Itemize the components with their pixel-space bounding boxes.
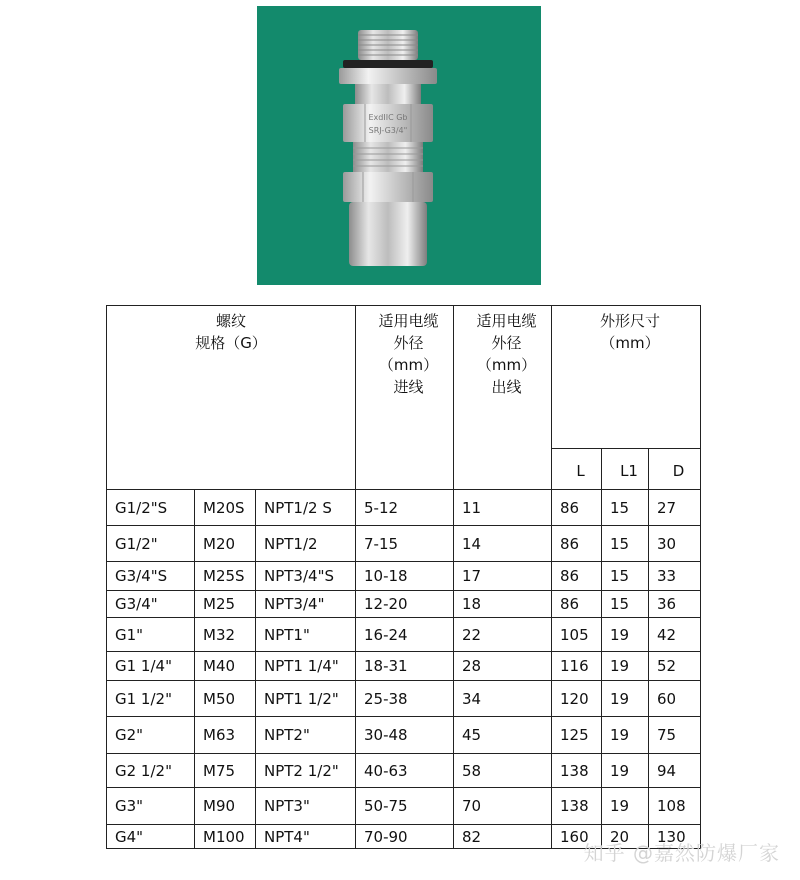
cell-npt: NPT1 1/4": [256, 652, 356, 681]
cell-npt: NPT2 1/2": [256, 754, 356, 788]
cell-in: 10-18: [356, 562, 454, 591]
cell-npt: NPT1/2 S: [256, 490, 356, 526]
cell-g: G3": [107, 788, 195, 825]
watermark: 知乎 @嘉然防爆厂家: [583, 841, 780, 865]
cell-out: 34: [454, 681, 552, 717]
cell-l1: 15: [602, 591, 649, 618]
cell-out: 58: [454, 754, 552, 788]
cell-npt: NPT3/4"S: [256, 562, 356, 591]
cell-m: M25: [195, 591, 256, 618]
cell-g: G1 1/2": [107, 681, 195, 717]
cable-gland-illustration: [257, 6, 541, 285]
cell-l: 138: [552, 754, 602, 788]
cell-out: 82: [454, 825, 552, 849]
cell-l: 86: [552, 562, 602, 591]
cell-l1: 15: [602, 526, 649, 562]
cell-l1: 15: [602, 490, 649, 526]
cell-l: 86: [552, 490, 602, 526]
dimensions-header: 外形尺寸 （mm）: [552, 306, 701, 449]
dim-L1-header: L1: [602, 449, 649, 490]
cell-npt: NPT1/2: [256, 526, 356, 562]
cell-out: 70: [454, 788, 552, 825]
cell-m: M20S: [195, 490, 256, 526]
cell-npt: NPT1 1/2": [256, 681, 356, 717]
table-row: [107, 562, 701, 591]
cell-d: 130: [649, 825, 701, 849]
cell-m: M32: [195, 618, 256, 652]
table-row: [107, 788, 701, 825]
cell-in: 7-15: [356, 526, 454, 562]
spec-table: [106, 305, 701, 849]
cell-l: 160: [552, 825, 602, 849]
table-row: [107, 652, 701, 681]
cell-l: 125: [552, 717, 602, 754]
cell-g: G1/2": [107, 526, 195, 562]
cell-g: G3/4"S: [107, 562, 195, 591]
cell-m: M25S: [195, 562, 256, 591]
cell-m: M75: [195, 754, 256, 788]
cell-g: G2 1/2": [107, 754, 195, 788]
cell-l: 105: [552, 618, 602, 652]
cell-npt: NPT3/4": [256, 591, 356, 618]
cell-in: 16-24: [356, 618, 454, 652]
cell-npt: NPT3": [256, 788, 356, 825]
cell-out: 18: [454, 591, 552, 618]
cell-l1: 19: [602, 652, 649, 681]
cell-in: 50-75: [356, 788, 454, 825]
cell-out: 22: [454, 618, 552, 652]
cell-out: 11: [454, 490, 552, 526]
dim-L-header: L: [552, 449, 602, 490]
cell-m: M50: [195, 681, 256, 717]
svg-text:ExdIIC Gb: ExdIIC Gb: [368, 113, 408, 122]
cell-l: 138: [552, 788, 602, 825]
table-row: [107, 618, 701, 652]
cell-g: G1": [107, 618, 195, 652]
product-photo: [257, 6, 541, 285]
thread-spec-header: 螺纹 规格（G）: [107, 306, 356, 490]
cell-l: 86: [552, 526, 602, 562]
cable-out-header: 适用电缆 外径 （mm） 出线: [454, 306, 552, 490]
cell-in: 25-38: [356, 681, 454, 717]
cell-d: 60: [649, 681, 701, 717]
cell-d: 75: [649, 717, 701, 754]
cell-g: G3/4": [107, 591, 195, 618]
cell-npt: NPT2": [256, 717, 356, 754]
svg-text:SRJ-G3/4": SRJ-G3/4": [368, 126, 408, 135]
cable-in-header: 适用电缆 外径 （mm） 进线: [356, 306, 454, 490]
cell-m: M100: [195, 825, 256, 849]
cell-npt: NPT1": [256, 618, 356, 652]
cell-in: 12-20: [356, 591, 454, 618]
cell-l1: 19: [602, 681, 649, 717]
cell-d: 33: [649, 562, 701, 591]
cell-d: 30: [649, 526, 701, 562]
cell-d: 36: [649, 591, 701, 618]
cell-m: M20: [195, 526, 256, 562]
cell-g: G4": [107, 825, 195, 849]
cell-in: 30-48: [356, 717, 454, 754]
cell-npt: NPT4": [256, 825, 356, 849]
table-row: [107, 526, 701, 562]
cell-d: 52: [649, 652, 701, 681]
cell-in: 40-63: [356, 754, 454, 788]
cell-m: M40: [195, 652, 256, 681]
cell-l1: 19: [602, 788, 649, 825]
cell-out: 28: [454, 652, 552, 681]
cell-g: G1/2"S: [107, 490, 195, 526]
cell-l1: 20: [602, 825, 649, 849]
cell-out: 17: [454, 562, 552, 591]
table-row: [107, 591, 701, 618]
cell-l1: 19: [602, 618, 649, 652]
cell-l1: 15: [602, 562, 649, 591]
dim-D-header: D: [649, 449, 701, 490]
cell-d: 27: [649, 490, 701, 526]
cell-l1: 19: [602, 754, 649, 788]
cell-in: 5-12: [356, 490, 454, 526]
cell-d: 42: [649, 618, 701, 652]
cell-m: M63: [195, 717, 256, 754]
cell-l: 86: [552, 591, 602, 618]
table-row: [107, 754, 701, 788]
cell-d: 94: [649, 754, 701, 788]
cell-g: G2": [107, 717, 195, 754]
cell-d: 108: [649, 788, 701, 825]
cell-in: 18-31: [356, 652, 454, 681]
cell-out: 45: [454, 717, 552, 754]
cell-m: M90: [195, 788, 256, 825]
table-row: [107, 717, 701, 754]
table-row: [107, 681, 701, 717]
cell-out: 14: [454, 526, 552, 562]
cell-l: 116: [552, 652, 602, 681]
cell-in: 70-90: [356, 825, 454, 849]
cell-l: 120: [552, 681, 602, 717]
cell-g: G1 1/4": [107, 652, 195, 681]
table-row: [107, 490, 701, 526]
cell-l1: 19: [602, 717, 649, 754]
